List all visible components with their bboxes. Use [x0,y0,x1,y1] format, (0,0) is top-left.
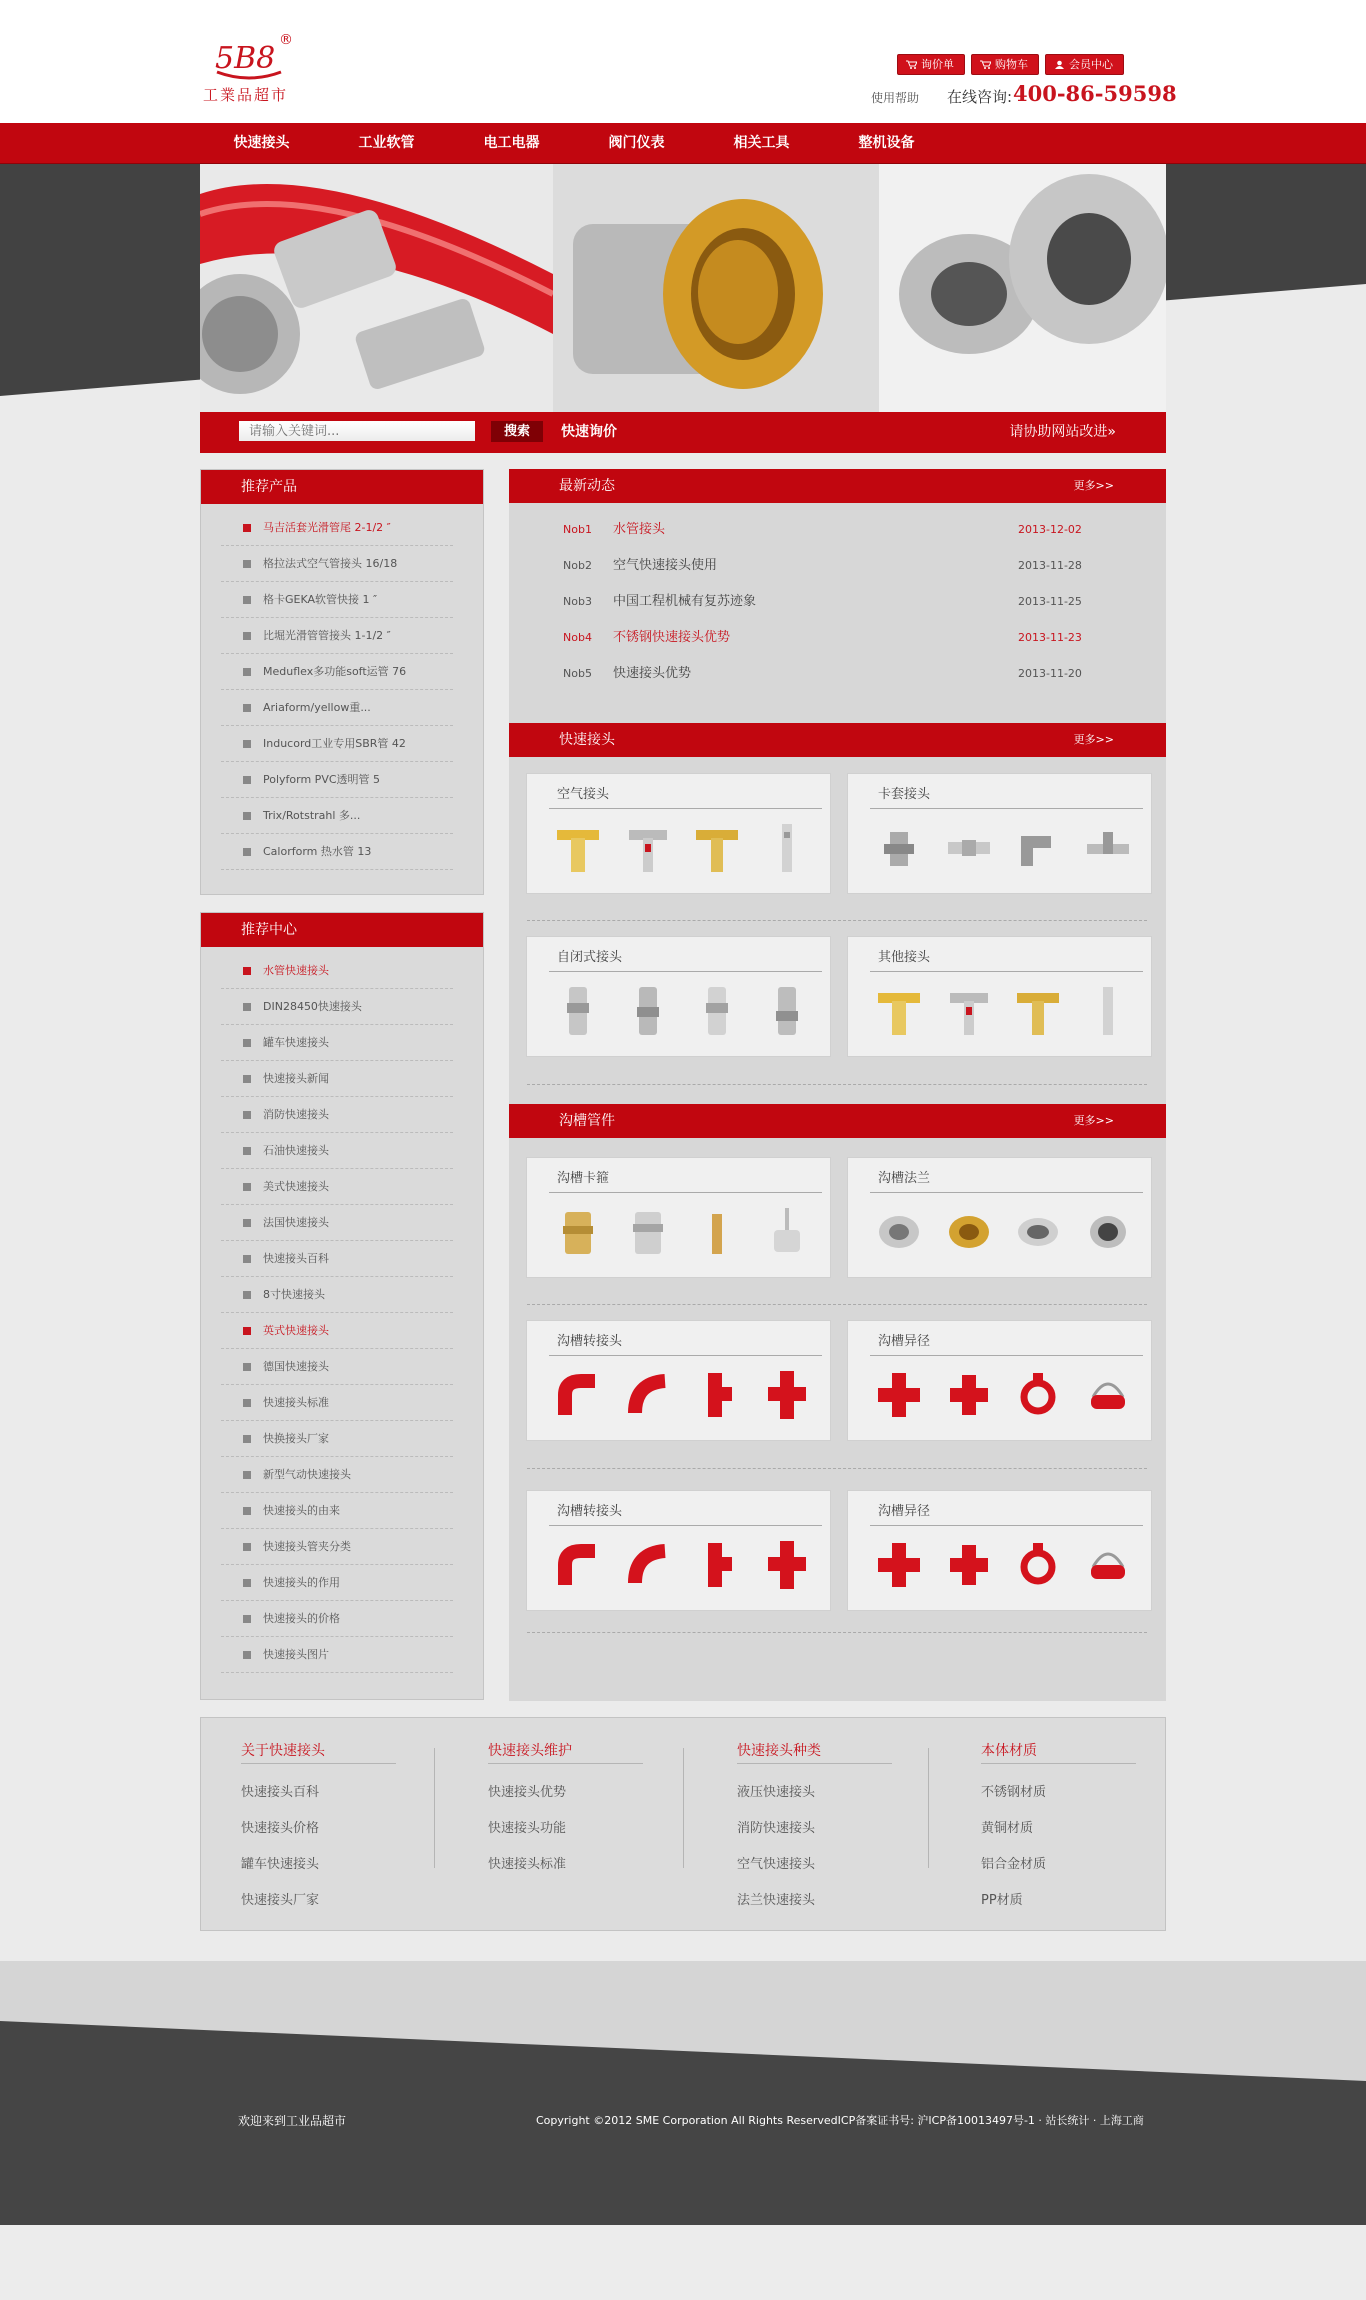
member-center-label: 会员中心 [1069,58,1113,71]
flange-icon [944,1204,994,1260]
recommend-products-title: 推荐产品 [201,470,483,504]
footer-col-title: 关于快速接头 [241,1743,325,1759]
bullet-icon [243,1147,251,1155]
red-cross-icon [874,1367,924,1423]
divider [527,1632,1147,1633]
list-item[interactable]: 罐车快速接头 [221,1025,453,1061]
brass-fitting-icon [553,1204,603,1260]
bullet-icon [243,560,251,568]
svg-text:5B8: 5B8 [215,41,276,76]
list-item[interactable]: 快速接头百科 [221,1241,453,1277]
red-tee-icon [762,1367,812,1423]
card-title: 沟槽转接头 [557,1504,623,1519]
air-coupling-icon [762,820,812,876]
bullet-icon [243,596,251,604]
top-buttons [897,54,1124,75]
card-title: 沟槽法兰 [878,1171,931,1186]
banner-hose-image [200,164,553,412]
hero-banner [200,164,1166,412]
cart-button[interactable] [971,54,1039,75]
list-item[interactable]: Calorform 热水管 13 [221,834,453,870]
footer-link[interactable]: 快速接头功能 [488,1821,567,1836]
footer-links [200,1717,1166,1931]
bullet-icon [243,1615,251,1623]
bullet-icon [243,776,251,784]
ferrule-fitting-icon [1083,820,1133,876]
nav-item-quick-connector[interactable]: 快速接头 [233,135,290,151]
footer-link[interactable]: 快速接头百科 [241,1785,320,1800]
air-coupling-icon [623,820,673,876]
list-item[interactable]: 法国快速接头 [221,1205,453,1241]
red-elbow-icon [623,1537,673,1593]
footer-link[interactable]: 快速接头价格 [241,1821,320,1836]
bullet-icon [243,848,251,856]
footer-link[interactable]: 快速接头标准 [488,1857,567,1872]
list-item[interactable]: 消防快速接头 [221,1097,453,1133]
banner-storz-coupling-image [879,164,1166,412]
divider [527,1468,1147,1469]
divider [527,920,1147,921]
search-button[interactable]: 搜索 [491,421,543,442]
red-cross-icon [944,1537,994,1593]
self-closing-coupling-icon [623,983,673,1039]
footer-welcome: 欢迎来到工业品超市 [238,2114,347,2128]
bullet-icon [243,1111,251,1119]
search-input[interactable] [239,421,475,441]
news-row[interactable]: Nob4 不锈钢快速接头优势 2013-11-23 [563,630,1082,645]
product-card-ferrule[interactable] [847,773,1152,894]
bullet-icon [243,1507,251,1515]
bullet-icon [243,704,251,712]
recommend-products-box [200,469,484,895]
bullet-icon [243,1579,251,1587]
card-title: 其他接头 [878,950,931,965]
quick-connector-header [509,723,1166,757]
list-item[interactable]: 马吉活套光滑管尾 2-1/2 ″ [221,510,453,546]
red-elbow-icon [623,1367,673,1423]
footer-link[interactable]: 不锈钢材质 [981,1785,1047,1800]
groove-fittings-header [509,1104,1166,1138]
self-closing-coupling-icon [553,983,603,1039]
red-tee-icon [692,1367,742,1423]
card-title: 沟槽异径 [878,1334,931,1349]
list-item[interactable]: 快速接头管夹分类 [221,1529,453,1565]
bullet-icon [243,1255,251,1263]
footer-link[interactable]: 消防快速接头 [737,1821,816,1836]
flange-icon [1083,1204,1133,1260]
help-improve-link[interactable]: 请协助网站改进» [1009,424,1116,440]
claw-coupling-icon [1083,983,1133,1039]
list-item[interactable]: 格卡GEKA软管快接 1 ″ [221,582,453,618]
product-card-groove-flange[interactable] [847,1157,1152,1278]
footer-link[interactable]: 铝合金材质 [981,1857,1047,1872]
bullet-icon [243,1183,251,1191]
quick-inquiry-link[interactable]: 快速询价 [561,424,617,440]
red-clamp-icon [1013,1367,1063,1423]
air-coupling-icon [553,820,603,876]
registered-mark: ® [279,32,293,48]
list-item[interactable]: 快换接头厂家 [221,1421,453,1457]
product-card-groove-clamp[interactable] [526,1157,831,1278]
nav-item-industrial-hose[interactable]: 工业软管 [358,135,415,151]
recommend-center-box [200,912,484,1700]
footer-link[interactable]: 快速接头优势 [488,1785,567,1800]
card-title: 卡套接头 [878,787,931,802]
ferrule-fitting-icon [1013,820,1063,876]
list-item[interactable]: Meduflex多功能soft运管 76 [221,654,453,690]
footer-link[interactable]: 液压快速接头 [737,1785,816,1800]
list-item[interactable]: Trix/Rotstrahl 多... [221,798,453,834]
footer-col-title: 快速接头种类 [737,1743,821,1759]
main-nav [0,123,1366,164]
list-item[interactable]: 快速接头的作用 [221,1565,453,1601]
news-row[interactable]: Nob2 空气快速接头使用 2013-11-28 [563,558,1082,573]
footer-link[interactable]: 罐车快速接头 [241,1857,320,1872]
red-cross-icon [874,1537,924,1593]
news-header [509,469,1166,503]
self-closing-coupling-icon [692,983,742,1039]
bullet-icon [243,668,251,676]
logo[interactable] [203,32,298,104]
product-card-groove-adapter-2[interactable] [526,1490,831,1611]
flange-icon [874,1204,924,1260]
quick-connector-more-link[interactable]: 更多>> [1073,733,1114,746]
list-item[interactable]: 快速接头标准 [221,1385,453,1421]
bullet-icon [243,1003,251,1011]
footer-band [0,1961,1366,2300]
list-item[interactable]: 水管快速接头 [221,953,453,989]
bullet-icon [243,1363,251,1371]
red-elbow-icon [553,1537,603,1593]
divider [527,1304,1147,1305]
self-closing-coupling-icon [762,983,812,1039]
bullet-icon [243,1543,251,1551]
nav-item-valves[interactable]: 阀门仪表 [608,135,665,151]
ferrule-fitting-icon [944,820,994,876]
list-item[interactable]: 石油快速接头 [221,1133,453,1169]
card-title: 空气接头 [557,787,610,802]
inquiry-label: 询价单 [921,58,954,71]
red-clamp-icon [1013,1537,1063,1593]
divider [527,1084,1147,1085]
inquiry-button[interactable] [897,54,965,75]
footer-link[interactable]: 黄铜材质 [981,1821,1034,1836]
bullet-icon [243,632,251,640]
footer-link[interactable]: 法兰快速接头 [737,1893,816,1908]
list-item[interactable]: 快速接头的由来 [221,1493,453,1529]
news-more-link[interactable]: 更多>> [1073,479,1114,492]
bullet-icon [243,1219,251,1227]
nav-item-tools[interactable]: 相关工具 [733,135,790,151]
logo-text: 工業品超市 [203,86,289,104]
cart-label: 购物车 [995,58,1028,71]
list-item[interactable]: 新型气动快速接头 [221,1457,453,1493]
groove-fittings-more-link[interactable]: 更多>> [1073,1114,1114,1127]
cart-icon [906,60,917,69]
product-card-groove-reducer-2[interactable] [847,1490,1152,1611]
product-card-groove-adapter[interactable] [526,1320,831,1441]
search-bar [200,412,1166,453]
claw-coupling-icon [1013,983,1063,1039]
red-clamp-icon [1083,1367,1133,1423]
hotline-label: 在线咨询: [947,88,1013,106]
footer-link[interactable]: 快速接头厂家 [241,1893,320,1908]
list-item[interactable]: DIN28450快速接头 [221,989,453,1025]
logo-mark-icon [213,32,285,80]
banner-brass-coupling-image [553,164,879,412]
list-item[interactable]: 英式快速接头 [221,1313,453,1349]
bullet-icon [243,740,251,748]
bullet-icon [243,1435,251,1443]
bullet-icon [243,1471,251,1479]
ferrule-fitting-icon [874,820,924,876]
nav-item-machines[interactable]: 整机设备 [858,135,915,151]
footer-copyright: Copyright ©2012 SME Corporation All Rights ReservedICP备案证书号: 沪ICP备10013497号-1 · 站长统计 · 上海工商 [536,2114,1144,2127]
list-item[interactable]: Ariaform/yellow重... [221,690,453,726]
card-title: 沟槽异径 [878,1504,931,1519]
bullet-icon [243,1291,251,1299]
card-title: 自闭式接头 [557,950,623,965]
groove-fittings-title: 沟槽管件 [559,1113,615,1129]
list-item[interactable]: 德国快速接头 [221,1349,453,1385]
hose-tail-icon [692,1204,742,1260]
red-elbow-icon [553,1367,603,1423]
claw-coupling-icon [944,983,994,1039]
red-tee-icon [762,1537,812,1593]
footer-col-title: 本体材质 [981,1743,1037,1759]
news-row[interactable]: Nob3 中国工程机械有复苏迹象 2013-11-25 [563,594,1082,609]
air-coupling-icon [692,820,742,876]
bullet-icon [243,524,251,532]
list-item[interactable]: 快速接头图片 [221,1637,453,1673]
footer-link[interactable]: 空气快速接头 [737,1857,816,1872]
list-item[interactable]: 8寸快速接头 [221,1277,453,1313]
hotline-number: 400-86-59598 [1013,81,1177,106]
footer-link[interactable]: PP材质 [981,1893,1023,1908]
list-item[interactable]: Inducord工业专用SBR管 42 [221,726,453,762]
card-title: 沟槽卡箍 [557,1171,610,1186]
valve-fitting-icon [762,1204,812,1260]
bullet-icon [243,812,251,820]
product-card-self-closing[interactable] [526,936,831,1057]
card-title: 沟槽转接头 [557,1334,623,1349]
list-item[interactable]: 快速接头的价格 [221,1601,453,1637]
news-row[interactable]: Nob1 水管接头 2013-12-02 [563,522,1082,537]
bullet-icon [243,1651,251,1659]
user-icon [1054,60,1065,69]
list-item[interactable]: 格拉法式空气管接头 16/18 [221,546,453,582]
bullet-icon [243,967,251,975]
product-card-groove-reducer[interactable] [847,1320,1152,1441]
red-tee-icon [692,1537,742,1593]
help-link[interactable]: 使用帮助 [871,91,920,105]
member-center-button[interactable] [1045,54,1124,75]
site-header [0,0,1366,123]
footer-col-title: 快速接头维护 [488,1743,572,1759]
red-clamp-icon [1083,1537,1133,1593]
bullet-icon [243,1075,251,1083]
cart-icon [980,60,991,69]
red-cross-icon [944,1367,994,1423]
list-item[interactable]: 快速接头新闻 [221,1061,453,1097]
news-row[interactable]: Nob5 快速接头优势 2013-11-20 [563,666,1082,681]
steel-fitting-icon [623,1204,673,1260]
news-title: 最新动态 [559,478,615,494]
list-item[interactable]: 美式快速接头 [221,1169,453,1205]
quick-connector-title: 快速接头 [559,732,615,748]
recommend-center-title: 推荐中心 [201,913,483,947]
bullet-icon [243,1399,251,1407]
bullet-icon [243,1327,251,1335]
product-card-other[interactable] [847,936,1152,1057]
nav-item-electrical[interactable]: 电工电器 [483,135,540,151]
product-card-air[interactable] [526,773,831,894]
list-item[interactable]: Polyform PVC透明管 5 [221,762,453,798]
flange-icon [1013,1204,1063,1260]
bullet-icon [243,1039,251,1047]
claw-coupling-icon [874,983,924,1039]
list-item[interactable]: 比堀光滑管管接头 1-1/2 ″ [221,618,453,654]
